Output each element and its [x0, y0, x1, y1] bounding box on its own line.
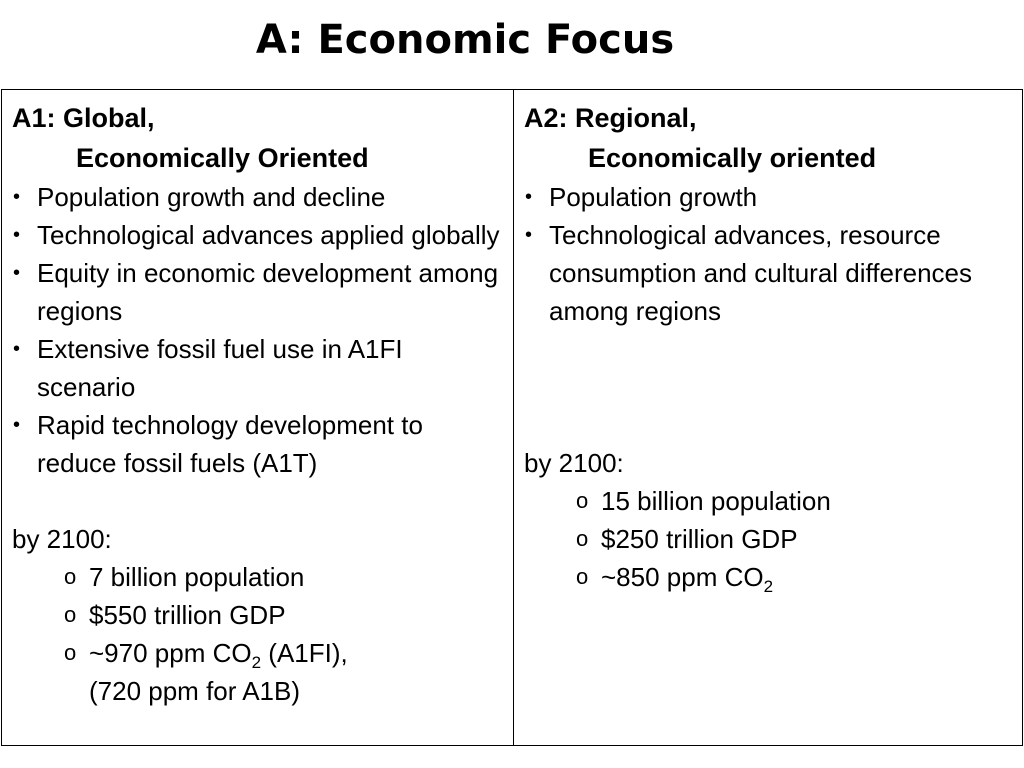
a2-by-2100-label: by 2100:	[524, 448, 624, 478]
list-item	[576, 482, 1016, 520]
list-item	[12, 406, 507, 482]
co2-subscript: 2	[251, 653, 262, 672]
circle-bullet-icon: o	[576, 526, 589, 551]
circle-bullet-icon: o	[576, 564, 589, 589]
table-row	[2, 90, 1023, 746]
co2-subscript: 2	[763, 577, 774, 596]
bullet-text: Population growth and decline	[37, 182, 386, 212]
list-item	[576, 520, 1016, 558]
projection-text: 7 billion population	[89, 562, 305, 592]
list-item	[12, 330, 507, 406]
co2-prefix: ~850 ppm CO	[601, 562, 764, 592]
spacer	[12, 482, 507, 520]
list-item	[12, 216, 507, 254]
bullet-text: Rapid technology development to reduce fossil fuels (A1T)	[37, 410, 423, 478]
list-item	[64, 634, 507, 710]
bullet-text: Technological advances applied globally	[37, 220, 500, 250]
bullet-text: Technological advances, resource consumption and cultural differences among regions	[549, 220, 972, 326]
list-item	[524, 216, 1016, 330]
a2-content	[514, 90, 1022, 596]
projection-text: $550 trillion GDP	[89, 600, 286, 630]
bullet-text: Population growth	[549, 182, 758, 212]
a1-by-2100-label: by 2100:	[12, 524, 112, 554]
circle-bullet-icon: o	[576, 488, 589, 513]
spacer	[524, 330, 1016, 444]
a2-bullet-list	[524, 178, 1016, 330]
bullet-icon: •	[525, 224, 533, 246]
bullet-text: Equity in economic development among regions	[37, 258, 499, 326]
a2-heading-line2: Economically oriented	[588, 143, 877, 173]
bullet-icon: •	[13, 224, 21, 246]
a1-bullet-list	[12, 178, 507, 482]
bullet-text: Extensive fossil fuel use in A1FI scenario	[37, 334, 403, 402]
a2-heading	[524, 98, 1016, 178]
co2-prefix: ~970 ppm CO	[89, 638, 252, 668]
a1-heading	[12, 98, 507, 178]
list-item	[64, 596, 507, 634]
projection-text: $250 trillion GDP	[601, 524, 798, 554]
bullet-icon: •	[13, 186, 21, 208]
bullet-icon: •	[525, 186, 533, 208]
co2-line2: (720 ppm for A1B)	[89, 676, 300, 706]
list-item	[576, 558, 1016, 596]
scenario-table	[1, 89, 1023, 746]
a2-cell	[514, 90, 1023, 746]
co2-text	[89, 638, 348, 672]
bullet-icon: •	[13, 338, 21, 360]
bullet-icon: •	[13, 414, 21, 436]
co2-text	[601, 562, 774, 596]
circle-bullet-icon: o	[64, 602, 77, 627]
a2-heading-line1: A2: Regional,	[524, 103, 697, 133]
circle-bullet-icon: o	[64, 640, 77, 665]
list-item	[64, 558, 507, 596]
co2-suffix: (A1FI),	[261, 638, 348, 668]
a2-projection-list	[524, 482, 1016, 596]
list-item	[524, 178, 1016, 216]
bullet-icon: •	[13, 262, 21, 284]
projection-text: 15 billion population	[601, 486, 831, 516]
list-item	[12, 178, 507, 216]
slide-title: A: Economic Focus	[255, 17, 675, 63]
a1-projection-list	[12, 558, 507, 710]
a1-heading-line2: Economically Oriented	[76, 143, 369, 173]
a1-cell	[2, 90, 514, 746]
circle-bullet-icon: o	[64, 564, 77, 589]
a1-content	[2, 90, 513, 710]
a1-heading-line1: A1: Global,	[12, 103, 155, 133]
list-item	[12, 254, 507, 330]
